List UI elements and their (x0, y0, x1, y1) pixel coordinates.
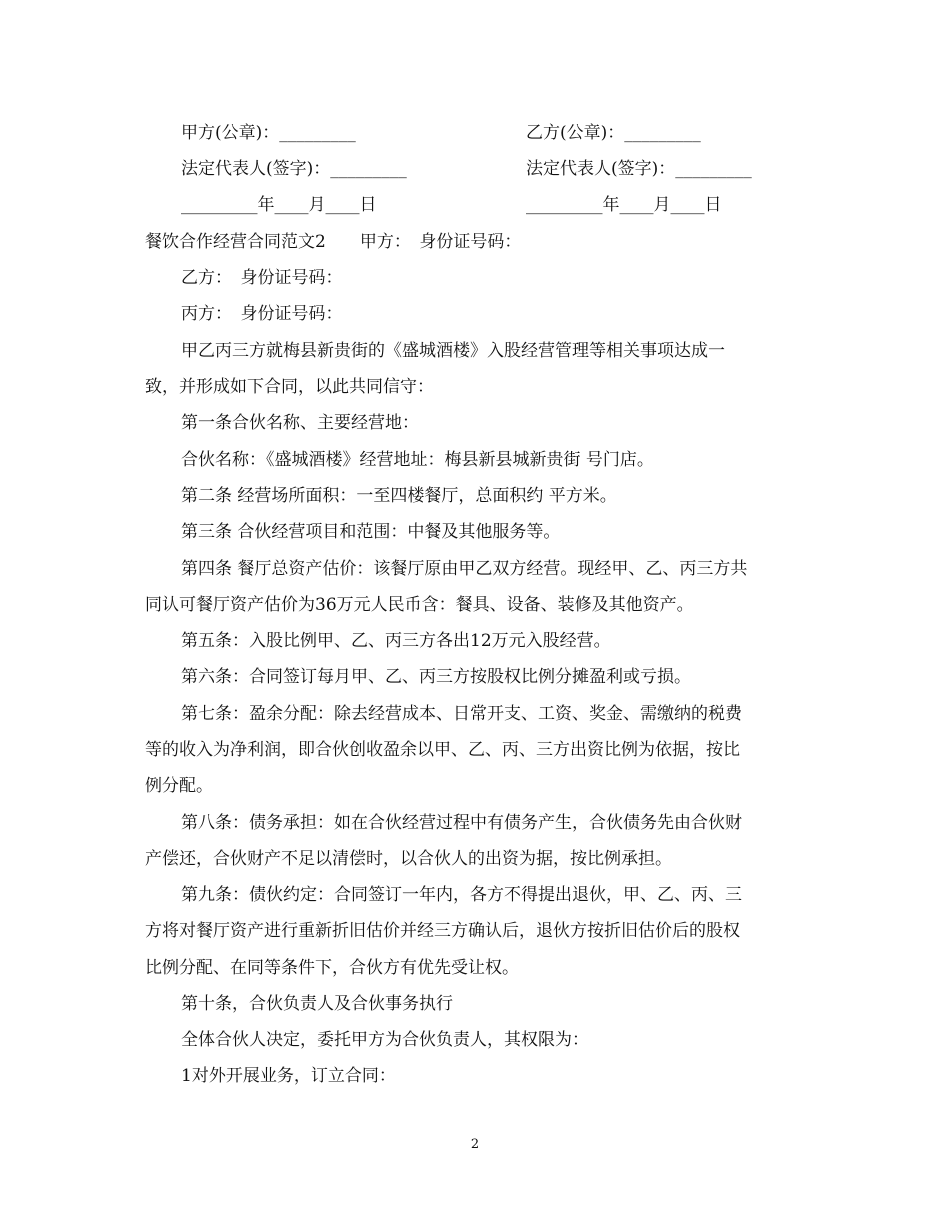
paragraph-line: 等的收入为净利润，即合伙创收盈余以甲、乙、丙、三方出资比例为依据，按比 (145, 740, 740, 760)
article-3-line: 第三条 合伙经营项目和范围：中餐及其他服务等。 (181, 522, 561, 542)
paragraph-line: 同认可餐厅资产估价为36万元人民币含：餐具、设备、装修及其他资产。 (145, 595, 694, 615)
paragraph-line: 方将对餐厅资产进行重新折旧估价并经三方确认后，退伙方按折旧估价后的股权 (145, 921, 740, 941)
party-a-representative: 法定代表人(签字)：_________ (181, 159, 407, 179)
article-2-line: 第二条 经营场所面积：一至四楼餐厅，总面积约 平方米。 (181, 486, 617, 506)
article-6-line: 第六条：合同签订每月甲、乙、丙三方按股权比例分摊盈利或亏损。 (181, 667, 691, 687)
page-number: 2 (470, 1137, 480, 1152)
paragraph-line: 甲乙丙三方就梅县新贵街的《盛城酒楼》入股经营管理等相关事项达成一 (181, 341, 725, 361)
party-a-seal: 甲方(公章)：_________ (181, 123, 356, 143)
party-b-date: _________年____月____日 (526, 195, 722, 215)
paragraph-line: 全体合伙人决定，委托甲方为合伙负责人，其权限为： (181, 1030, 589, 1050)
party-c-id-line: 丙方： 身份证号码： (181, 304, 343, 324)
signature-rep-row (0, 156, 950, 182)
article-4-line: 第四条 餐厅总资产估价：该餐厅原由甲乙双方经营。现经甲、乙、丙三方共 (181, 559, 748, 579)
paragraph-line: 产偿还，合伙财产不足以清偿时，以合伙人的出资为据，按比例承担。 (145, 849, 672, 869)
paragraph-line: 比例分配、在同等条件下，合伙方有优先受让权。 (145, 958, 519, 978)
party-b-id-line: 乙方： 身份证号码： (181, 268, 343, 288)
article-8-line: 第八条：债务承担：如在合伙经营过程中有债务产生，合伙债务先由合伙财 (181, 813, 742, 833)
signature-seal-row (0, 120, 950, 146)
party-b-seal: 乙方(公章)：_________ (526, 123, 701, 143)
article-7-line: 第七条：盈余分配：除去经营成本、日常开支、工资、奖金、需缴纳的税费 (181, 704, 742, 724)
article-10-heading: 第十条，合伙负责人及合伙事务执行 (181, 994, 453, 1014)
paragraph-line: 例分配。 (145, 776, 213, 796)
paragraph-line: 合伙名称：《盛城酒楼》经营地址：梅县新县城新贵街 号门店。 (181, 450, 654, 470)
party-b-representative: 法定代表人(签字)：_________ (526, 159, 752, 179)
article-5-line: 第五条：入股比例甲、乙、丙三方各出12万元入股经营。 (181, 631, 611, 651)
list-item: 1对外开展业务，订立合同： (181, 1066, 396, 1086)
article-1-heading: 第一条合伙名称、主要经营地： (181, 413, 419, 433)
article-9-line: 第九条：债伙约定：合同签订一年内，各方不得提出退伙，甲、乙、丙、三 (181, 885, 742, 905)
signature-date-row (0, 192, 950, 218)
party-a-date: _________年____月____日 (181, 195, 377, 215)
paragraph-line: 致，并形成如下合同，以此共同信守： (145, 377, 434, 397)
contract-title-line: 餐饮合作经营合同范文2 甲方： 身份证号码： (145, 232, 522, 252)
